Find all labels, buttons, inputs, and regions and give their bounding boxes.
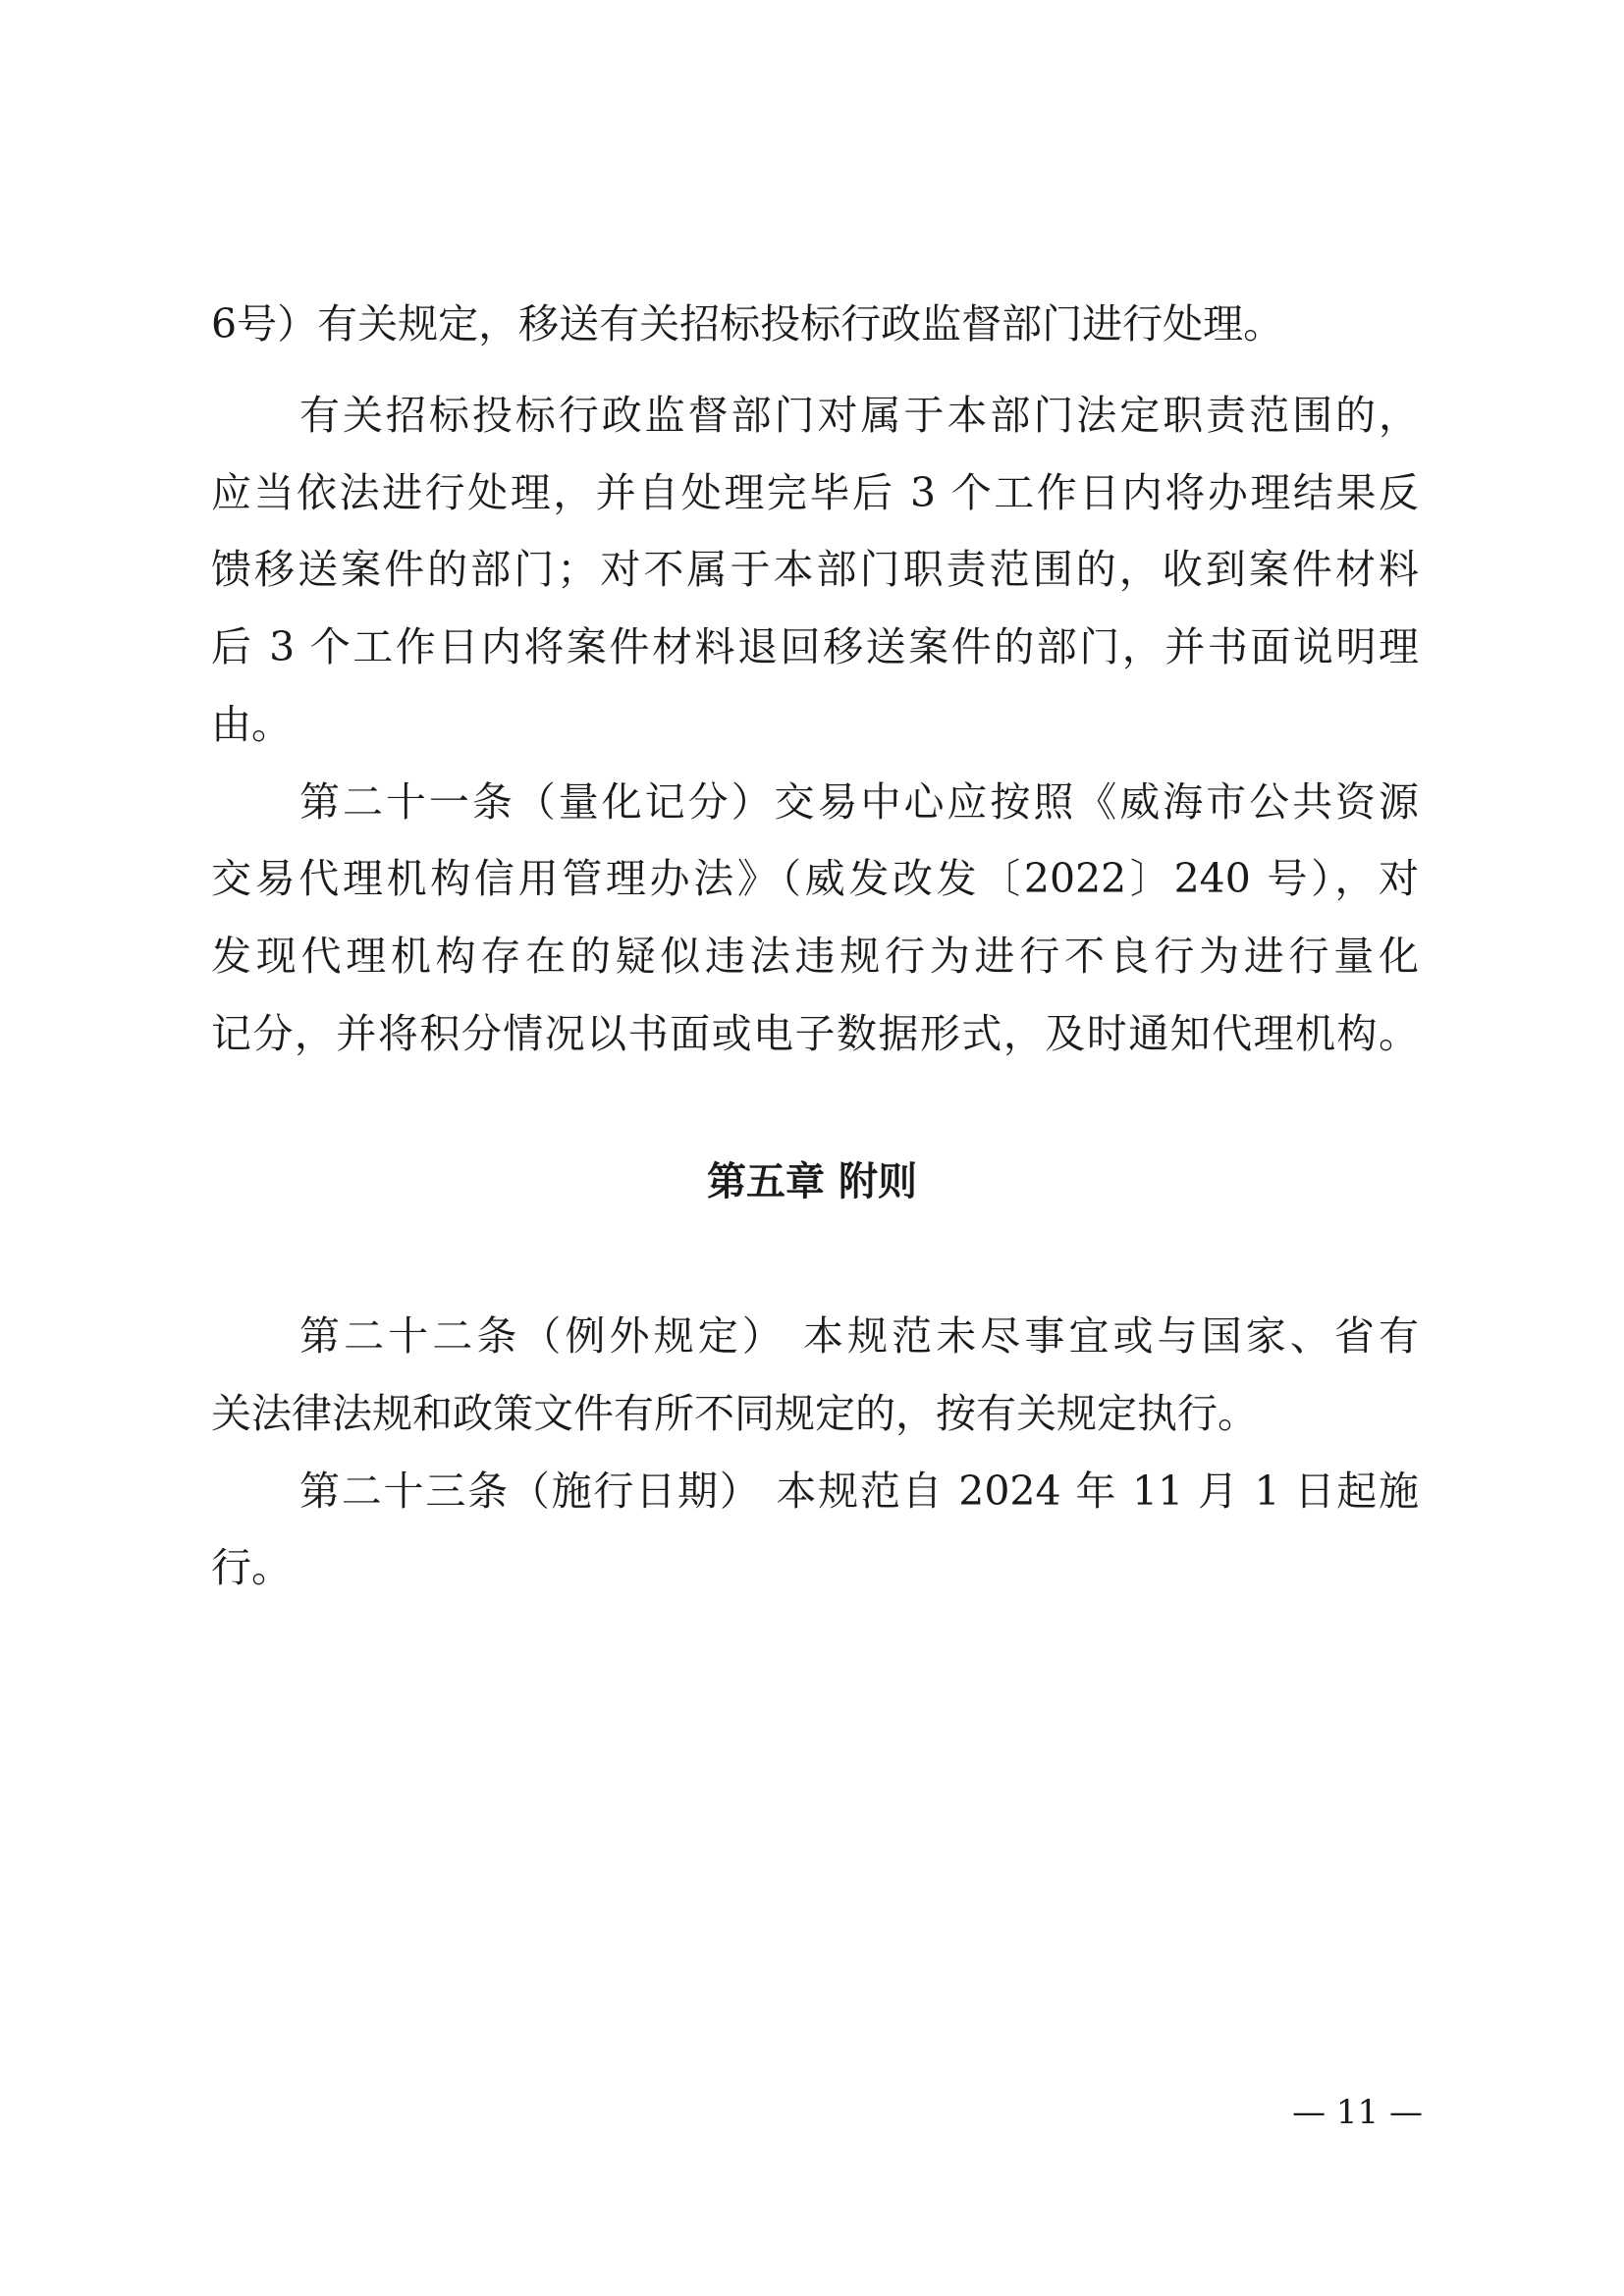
paragraph-4-line-1: 第二十二条（例外规定） 本规范未尽事宜或与国家、省有 (299, 1312, 1419, 1360)
paragraph-2-line-4: 后 3 个工作日内将案件材料退回移送案件的部门，并书面说明理 (211, 623, 1419, 670)
paragraph-5-line-1: 第二十三条（施行日期） 本规范自 2024 年 11 月 1 日起施 (299, 1468, 1419, 1515)
page-number: — 11 — (1292, 2093, 1423, 2132)
paragraph-3-line-1: 第二十一条（量化记分）交易中心应按照《威海市公共资源 (299, 778, 1419, 826)
paragraph-2-line-1: 有关招标投标行政监督部门对属于本部门法定职责范围的， (299, 392, 1419, 439)
paragraph-4-line-2: 关法律法规和政策文件有所不同规定的，按有关规定执行。 (211, 1390, 1258, 1437)
chapter-heading: 第五章 附则 (707, 1159, 917, 1204)
paragraph-1-line-1: 6号）有关规定，移送有关招标投标行政监督部门进行处理。 (211, 300, 1284, 347)
paragraph-2-line-3: 馈移送案件的部门；对不属于本部门职责范围的，收到案件材料 (211, 546, 1419, 593)
paragraph-2-line-2: 应当依法进行处理，并自处理完毕后 3 个工作日内将办理结果反 (211, 469, 1419, 516)
paragraph-3-line-2: 交易代理机构信用管理办法》（威发改发〔2022〕240 号），对 (211, 855, 1419, 902)
paragraph-2-line-5: 由。 (211, 701, 292, 748)
paragraph-3-line-4: 记分，并将积分情况以书面或电子数据形式，及时通知代理机构。 (211, 1010, 1419, 1057)
paragraph-3-line-3: 发现代理机构存在的疑似违法违规行为进行不良行为进行量化 (211, 933, 1419, 980)
paragraph-5-line-2: 行。 (211, 1544, 292, 1591)
